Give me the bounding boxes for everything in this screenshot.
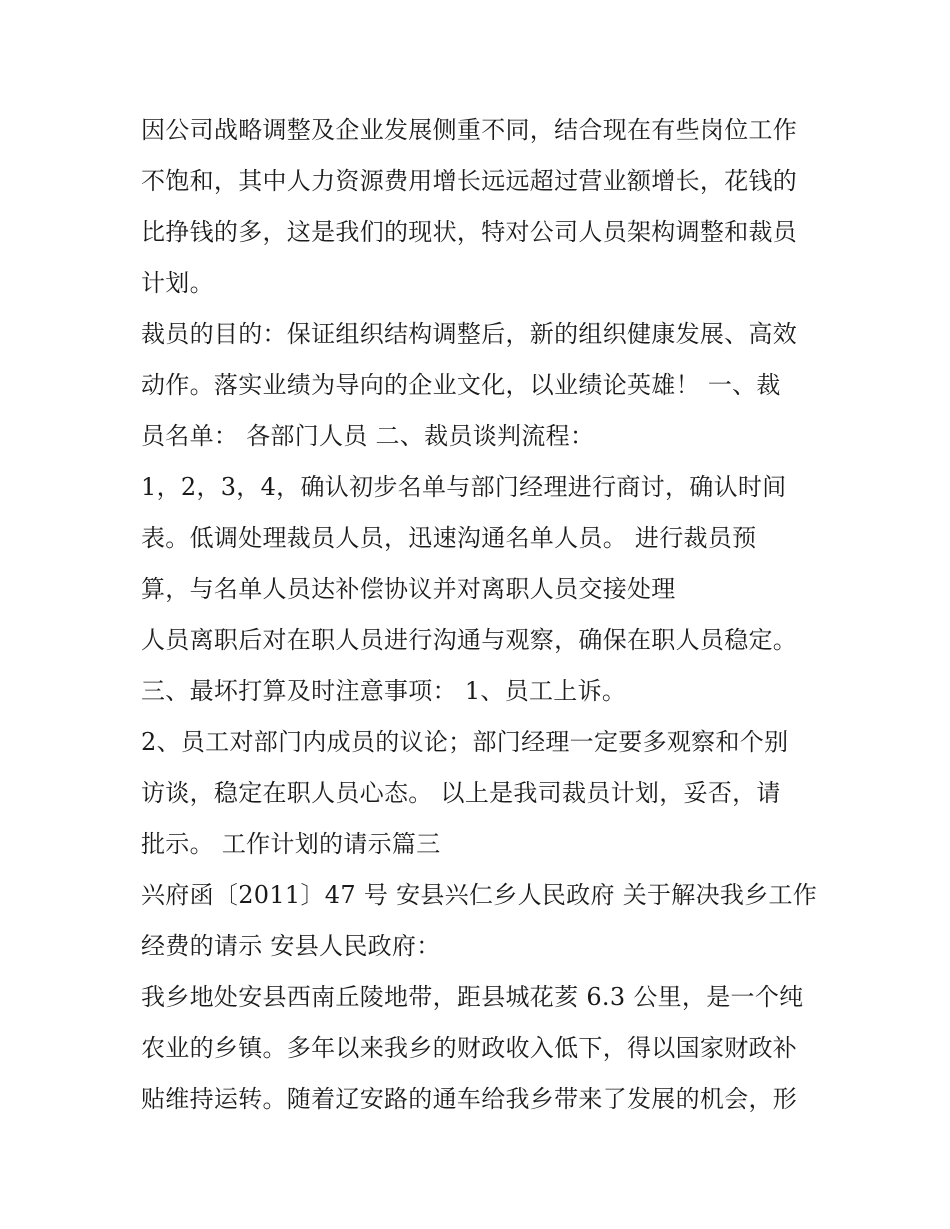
text-line: 比挣钱的多，这是我们的现状，特对公司人员架构调整和裁员 bbox=[141, 218, 798, 246]
text-line: 动作。落实业绩为导向的企业文化，以业绩论英雄！ 一、裁 bbox=[141, 371, 781, 399]
text-line: 算，与名单人员达补偿协议并对离职人员交接处理 bbox=[141, 575, 676, 603]
text-line: 人员离职后对在职人员进行沟通与观察，确保在职人员稳定。 bbox=[141, 626, 798, 654]
text-line: 访谈，稳定在职人员心态。 以上是我司裁员计划，妥否，请 bbox=[141, 779, 781, 807]
text-line: 农业的乡镇。多年以来我乡的财政收入低下，得以国家财政补 bbox=[141, 1034, 798, 1062]
text-line: 1，2，3，4，确认初步名单与部门经理进行商讨，确认时间 bbox=[141, 473, 787, 501]
text-line: 不饱和，其中人力资源费用增长远远超过营业额增长，花钱的 bbox=[141, 167, 798, 195]
text-line: 计划。 bbox=[141, 269, 214, 297]
text-line: 表。低调处理裁员人员，迅速沟通名单人员。 进行裁员预 bbox=[141, 524, 757, 552]
text-line: 员名单： 各部门人员 二、裁员谈判流程： bbox=[141, 422, 595, 450]
text-line: 兴府函〔2011〕47 号 安县兴仁乡人民政府 关于解决我乡工作 bbox=[141, 881, 818, 909]
text-line: 我乡地处安县西南丘陵地带，距县城花荄 6.3 公里，是一个纯 bbox=[141, 983, 804, 1011]
text-line: 贴维持运转。随着辽安路的通车给我乡带来了发展的机会，形 bbox=[141, 1085, 798, 1113]
text-line: 三、最坏打算及时注意事项： 1、员工上诉。 bbox=[141, 677, 627, 705]
text-line: 2、员工对部门内成员的议论；部门经理一定要多观察和个别 bbox=[141, 728, 789, 756]
body-text bbox=[141, 105, 821, 1125]
text-line: 经费的请示 安县人民政府： bbox=[141, 932, 441, 960]
text-line: 因公司战略调整及企业发展侧重不同，结合现在有些岗位工作 bbox=[141, 116, 798, 144]
text-line: 批示。 工作计划的请示篇三 bbox=[141, 830, 441, 858]
text-line: 裁员的目的：保证组织结构调整后，新的组织健康发展、高效 bbox=[141, 320, 798, 348]
